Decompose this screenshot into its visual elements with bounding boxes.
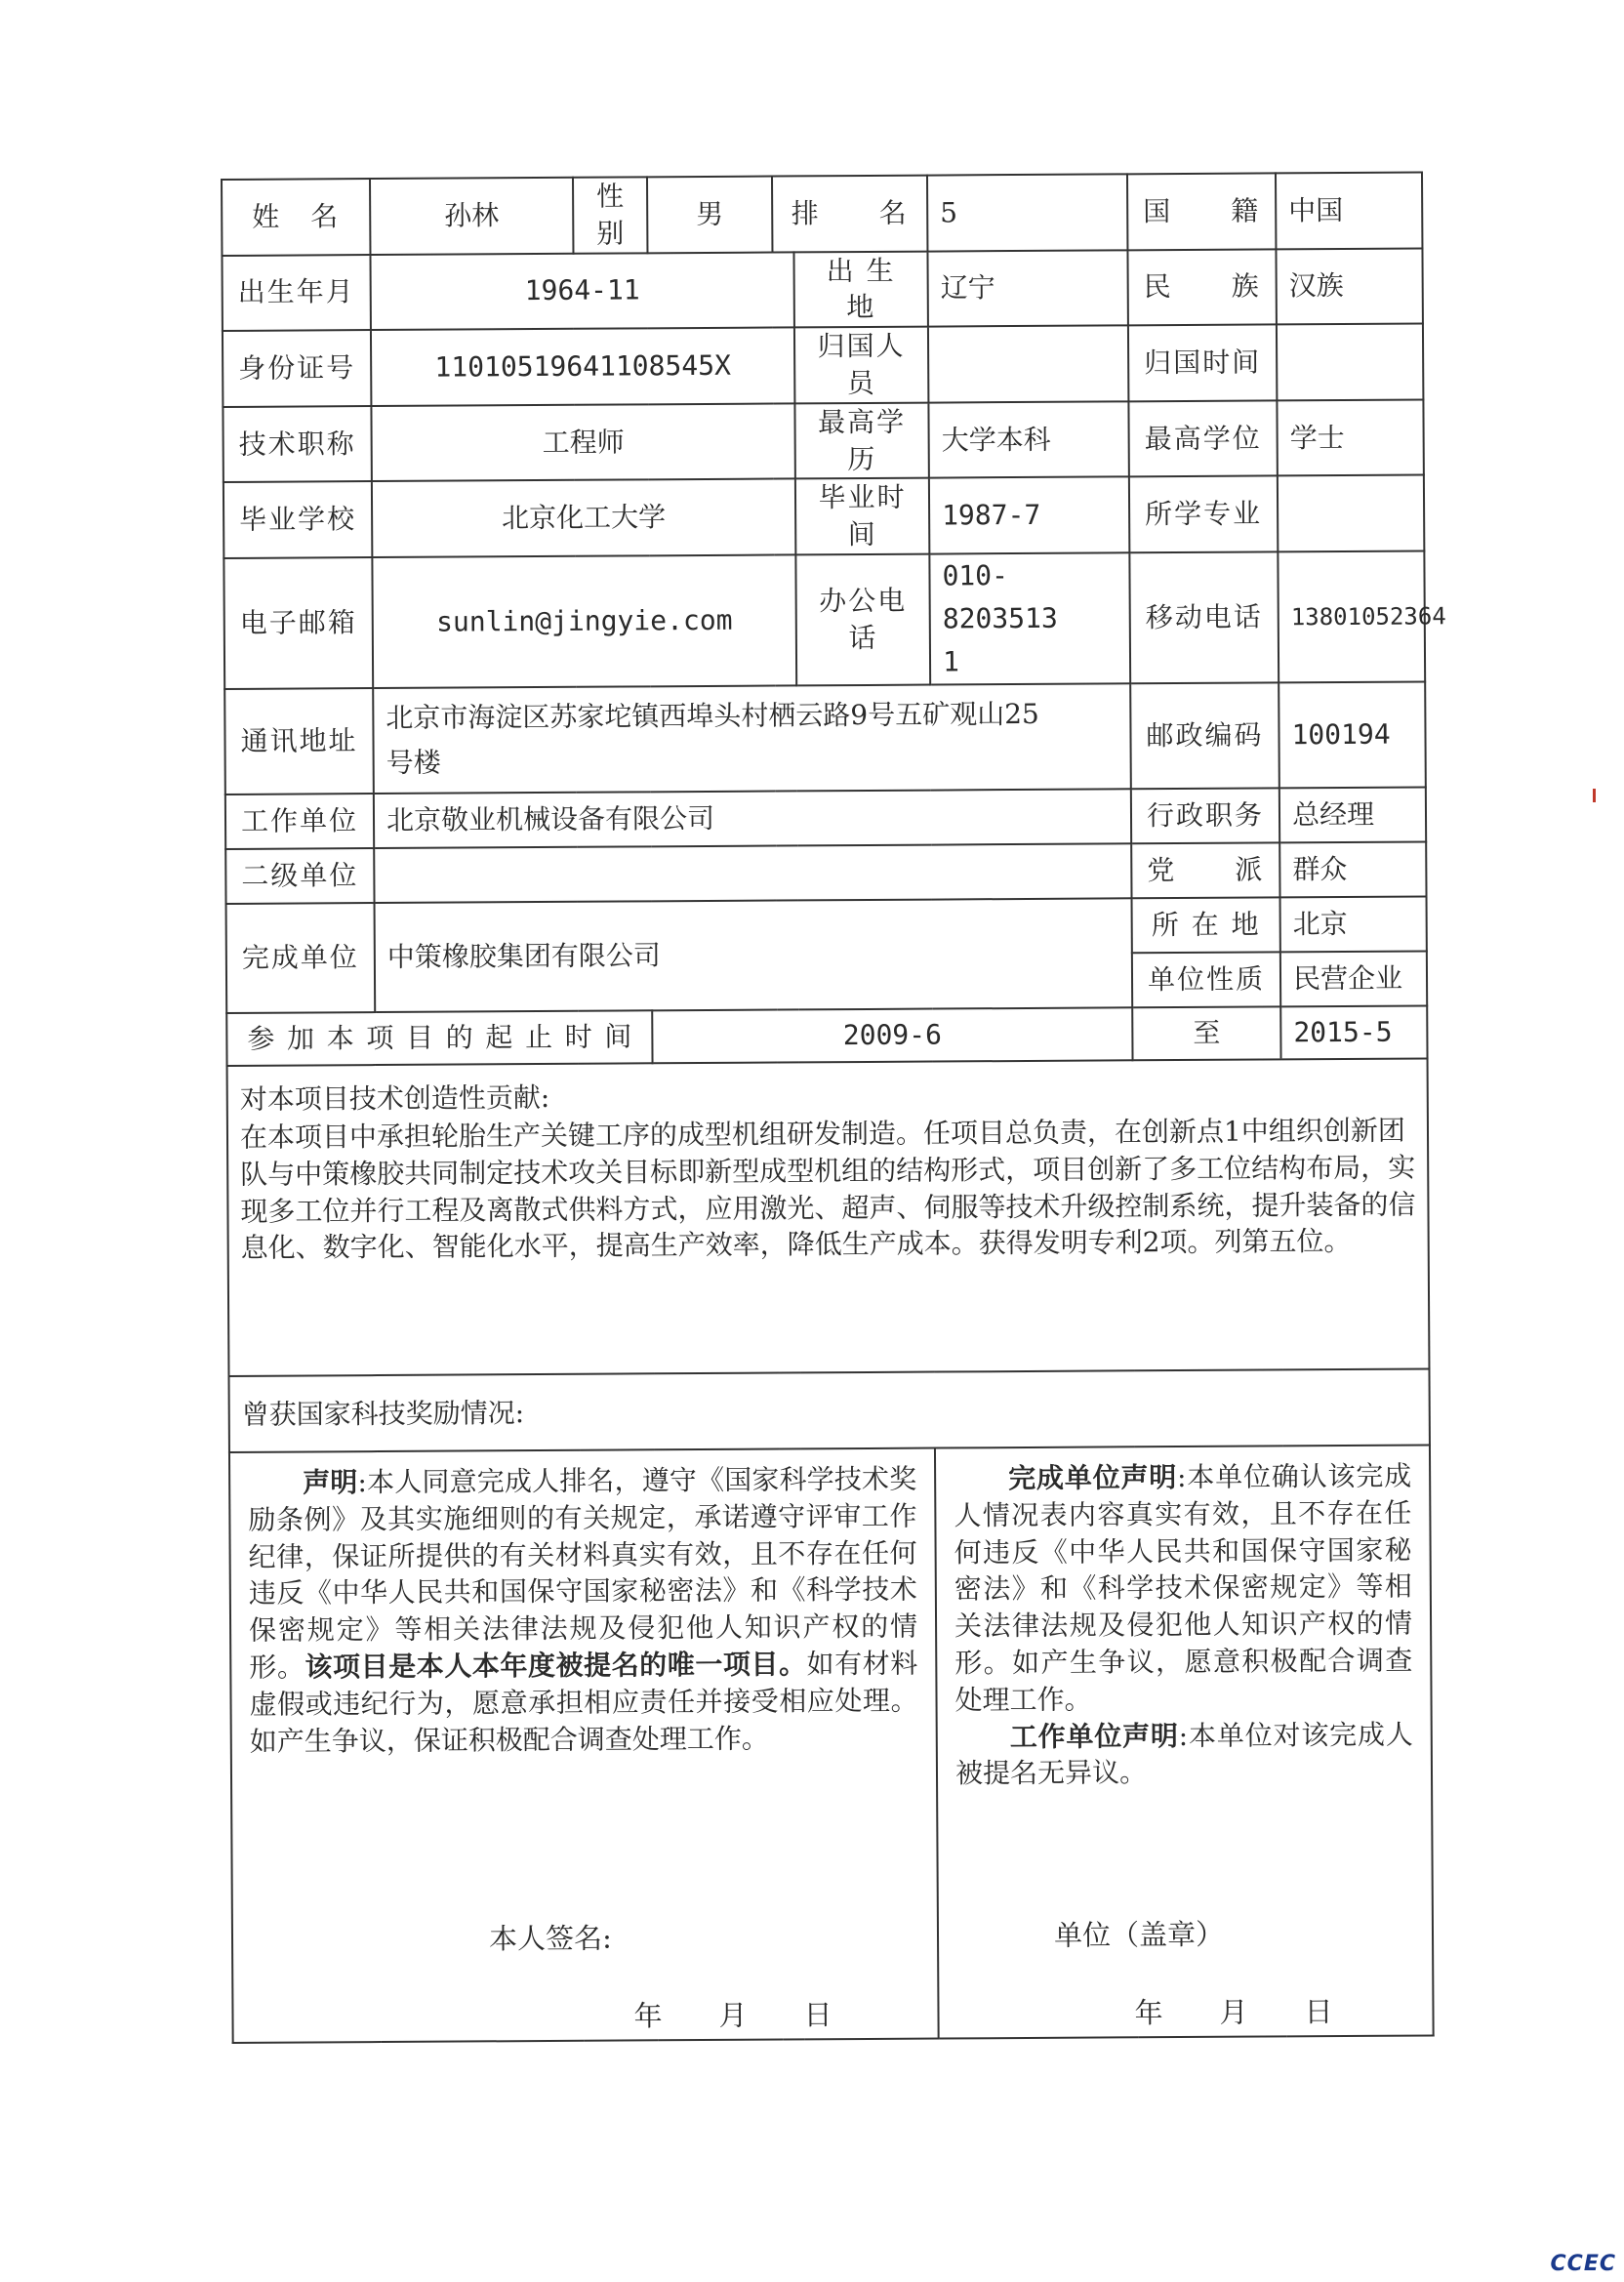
row-completing-unit-a [226,896,1427,958]
value-completing-unit: 中策橡胶集团有限公司 [375,898,1133,1012]
row-declarations [229,1445,1434,2043]
value-unit-nature: 民营企业 [1280,951,1427,1006]
value-mobile: 13801052364 [1278,550,1425,682]
value-position: 总经理 [1279,787,1426,842]
label-party: 党 派 [1131,842,1279,898]
label-id: 身份证号 [223,330,371,407]
value-ethnicity: 汉族 [1276,248,1422,325]
row-title [223,399,1423,482]
value-birth: 1964-11 [370,252,793,330]
value-location: 北京 [1280,896,1427,952]
row-address [224,681,1426,795]
label-employer: 工作单位 [225,794,374,849]
value-postcode: 100194 [1279,681,1426,788]
label-return-time: 归国时间 [1128,325,1277,402]
unit-declaration-cell [935,1445,1434,2038]
label-to: 至 [1132,1006,1280,1060]
unit-stamp-date: 年 月 日 [1134,1995,1333,2030]
unit-declaration-text-1 [954,1458,1413,1719]
label-birthplace: 出 生 地 [793,251,927,327]
label-birth: 出生年月 [222,255,370,332]
personal-signature-date: 年 月 日 [633,1998,832,2033]
value-gender: 男 [647,177,772,253]
office-phone-line-2: 1 [942,645,960,678]
awards-cell [228,1368,1429,1452]
label-name: 姓 名 [222,179,370,256]
label-completing-unit: 完成单位 [226,903,376,1013]
label-position: 行政职务 [1131,788,1279,843]
unit-declaration-body-2: :本单位对该完成人被提名无异议。 [954,1718,1413,1790]
value-email: sunlin@jingyie.com [372,554,796,688]
label-returnee: 归国人员 [794,327,928,403]
value-address [373,683,1131,794]
personal-declaration-label: 声明 [303,1466,358,1499]
row-sub-unit [225,841,1426,904]
label-nationality: 国 籍 [1127,173,1276,250]
row-employer [225,787,1426,849]
label-education: 最高学历 [794,402,928,478]
value-returnee [928,326,1128,403]
row-id [223,324,1423,407]
value-name: 孙林 [370,178,573,255]
address-line-1: 北京市海淀区苏家坨镇西埠头村栖云路9号五矿观山25 [386,697,1039,734]
row-awards [228,1368,1429,1452]
value-title: 工程师 [371,403,794,481]
unit-declaration-label-2: 工作单位声明 [1009,1719,1179,1753]
value-employer: 北京敬业机械设备有限公司 [374,789,1131,848]
unit-declaration-label-1: 完成单位声明 [1008,1461,1178,1495]
label-period: 参加本项目的起止时间 [226,1010,652,1066]
unit-declaration-body-1: :本单位确认该完成人情况表内容真实有效，且不存在任何违反《中华人民共和国保守国家秘密法》和《科学技术保密规定》等相关法律法规及侵犯他人知识产权的情形。如产生争议，愿意积极配合调查处理工作。 [954,1459,1413,1717]
unit-declaration-text-2 [955,1716,1413,1792]
row-birth [222,248,1422,331]
label-office-phone: 办公电话 [795,554,930,686]
contribution-title: 对本项目技术创造性贡献: [239,1080,550,1116]
personal-declaration-text [248,1461,918,1761]
value-id: 110105196411085​45X [371,328,794,406]
label-sub-unit: 二级单位 [225,848,374,904]
value-birthplace: 辽宁 [927,250,1127,327]
label-gender: 性别 [573,177,647,253]
personal-declaration-part-a: :本人同意完成人排名，遵守《国家科学技术奖励条例》及其实施细则的有关规定，承诺遵守评审工作纪律，保证所提供的有关材料真实有效，且不存在任何违反《中华人民共和国保守国家秘密法》和《科学技术保密规定》等相关法律法规及侵犯他人知识产权的情形。 [248,1462,918,1684]
nominee-info-table [221,171,1446,2043]
label-degree: 最高学位 [1128,400,1277,477]
value-return-time [1277,324,1423,401]
value-major [1278,475,1424,552]
label-address: 通讯地址 [224,688,374,795]
office-phone-line-1: 010-8203513 [942,559,1058,635]
value-school: 北京化工大学 [372,479,795,557]
contribution-text: 在本项目中承担轮胎生产关键工序的成型机组研发制造。任项目总负责，在创新点1中组织创新团队与中策橡胶共同制定技术攻关目标即新型成型机组的结构形式，项目创新了多工位结构布局，实现多工位并行工程及离散式供料方式，应用激光、超声、伺服等技术升级控制系统，提升装备的信息化、数字化、智能化水平，提高生产效率，降低生产成本。获得发明专利2项。列第五位。 [239,1114,1416,1265]
value-degree: 学士 [1277,399,1423,476]
value-grad-time: 1987-7 [929,477,1129,554]
label-grad-time: 毕业时间 [795,478,929,554]
unit-stamp-label: 单位（盖章） [1053,1917,1225,1952]
row-email [223,550,1425,689]
value-start: 2009-6 [652,1007,1132,1063]
value-end: 2015-5 [1280,1005,1427,1059]
row-name [222,172,1422,255]
label-major: 所学专业 [1129,476,1278,553]
label-rank: 排 名 [772,176,927,253]
label-ethnicity: 民 族 [1127,249,1276,326]
value-education: 大学本科 [928,401,1128,478]
personal-declaration-bold: 该项目是本人本年度被提名的唯一项目。 [304,1648,807,1684]
label-school: 毕业学校 [223,481,372,558]
value-rank: 5 [927,174,1127,251]
label-title: 技术职称 [223,406,371,483]
contribution-cell [227,1058,1430,1376]
personal-signature-label: 本人签名: [488,1921,612,1956]
value-office-phone [929,552,1130,684]
value-nationality: 中国 [1276,172,1422,249]
row-period [226,1005,1427,1066]
personal-declaration-cell [229,1448,939,2043]
scan-speck [1593,789,1596,802]
value-sub-unit [374,843,1131,903]
row-school [223,475,1424,558]
footer-logo-mark: CCEC [1550,2252,1616,2276]
personal-declaration-part-b: 如有材料虚假或违纪行为，愿意承担相应责任并接受相应处理。如产生争议，保证积极配合调查处理工作。 [249,1647,918,1758]
label-postcode: 邮政编码 [1130,682,1279,789]
value-party: 群众 [1279,841,1426,897]
label-email: 电子邮箱 [223,557,373,689]
label-location: 所 在 地 [1132,897,1280,953]
address-line-2: 号楼 [386,746,441,779]
awards-title: 曾获国家科技奖励情况: [241,1397,525,1431]
label-mobile: 移动电话 [1129,551,1279,683]
label-unit-nature: 单位性质 [1132,952,1280,1007]
row-contribution [227,1058,1430,1376]
